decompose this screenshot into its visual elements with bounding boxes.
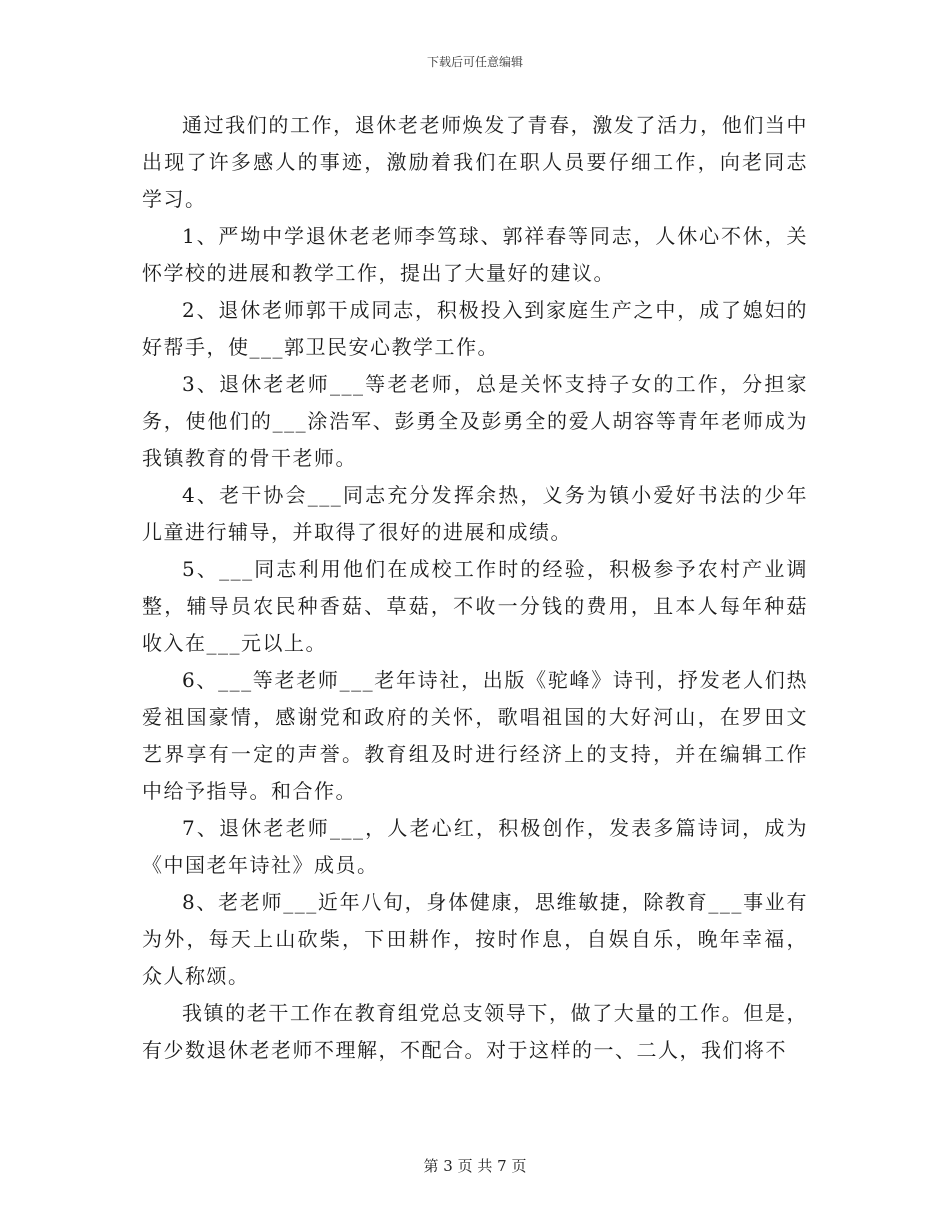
paragraph-item-5: 5、___同志利用他们在成校工作时的经验，积极参予农村产业调整，辅导员农民种香菇、草菇，不收一分钱的费用，且本人每年种菇收入在___元以上。 — [142, 557, 808, 655]
page-number: 第 3 页 共 7 页 — [423, 1157, 527, 1175]
paragraph-item-8: 8、老老师___近年八旬，身体健康，思维敏捷，除教育___事业有为外，每天上山砍柴，下田耕作，按时作息，自娱自乐，晚年幸福，众人称颂。 — [142, 890, 808, 988]
paragraph-item-1: 1、严坳中学退休老老师李笃球、郭祥春等同志，人休心不休，关怀学校的进展和教学工作，提出了大量好的建议。 — [142, 224, 808, 285]
paragraph-item-6: 6、___等老老师___老年诗社，出版《驼峰》诗刊，抒发老人们热爱祖国豪情，感谢党和政府的关怀，歌唱祖国的大好河山，在罗田文艺界享有一定的声誉。教育组及时进行经济上的支持，并在编辑工作中给予指导。和合作。 — [142, 668, 808, 803]
paragraph-item-7: 7、退休老老师___，人老心红，积极创作，发表多篇诗词，成为《中国老年诗社》成员。 — [142, 816, 808, 877]
header-note: 下载后可任意编辑 — [426, 55, 523, 69]
body-text — [142, 107, 808, 1069]
paragraph-item-4: 4、老干协会___同志充分发挥余热，义务为镇小爱好书法的少年儿童进行辅导，并取得了很好的进展和成绩。 — [142, 483, 808, 544]
paragraph-closing: 我镇的老干工作在教育组党总支领导下，做了大量的工作。但是，有少数退休老老师不理解，不配合。对于这样的一、二人，我们将不 — [142, 1001, 808, 1062]
paragraph-item-3: 3、退休老老师___等老老师，总是关怀支持子女的工作，分担家务，使他们的___涂浩军、彭勇全及彭勇全的爱人胡容等青年老师成为我镇教育的骨干老师。 — [142, 372, 808, 470]
paragraph-item-2: 2、退休老师郭干成同志，积极投入到家庭生产之中，成了媳妇的好帮手，使___郭卫民安心教学工作。 — [142, 298, 808, 359]
paragraph-intro: 通过我们的工作，退休老老师焕发了青春，激发了活力，他们当中出现了许多感人的事迹，激励着我们在职人员要仔细工作，向老同志学习。 — [142, 113, 808, 211]
